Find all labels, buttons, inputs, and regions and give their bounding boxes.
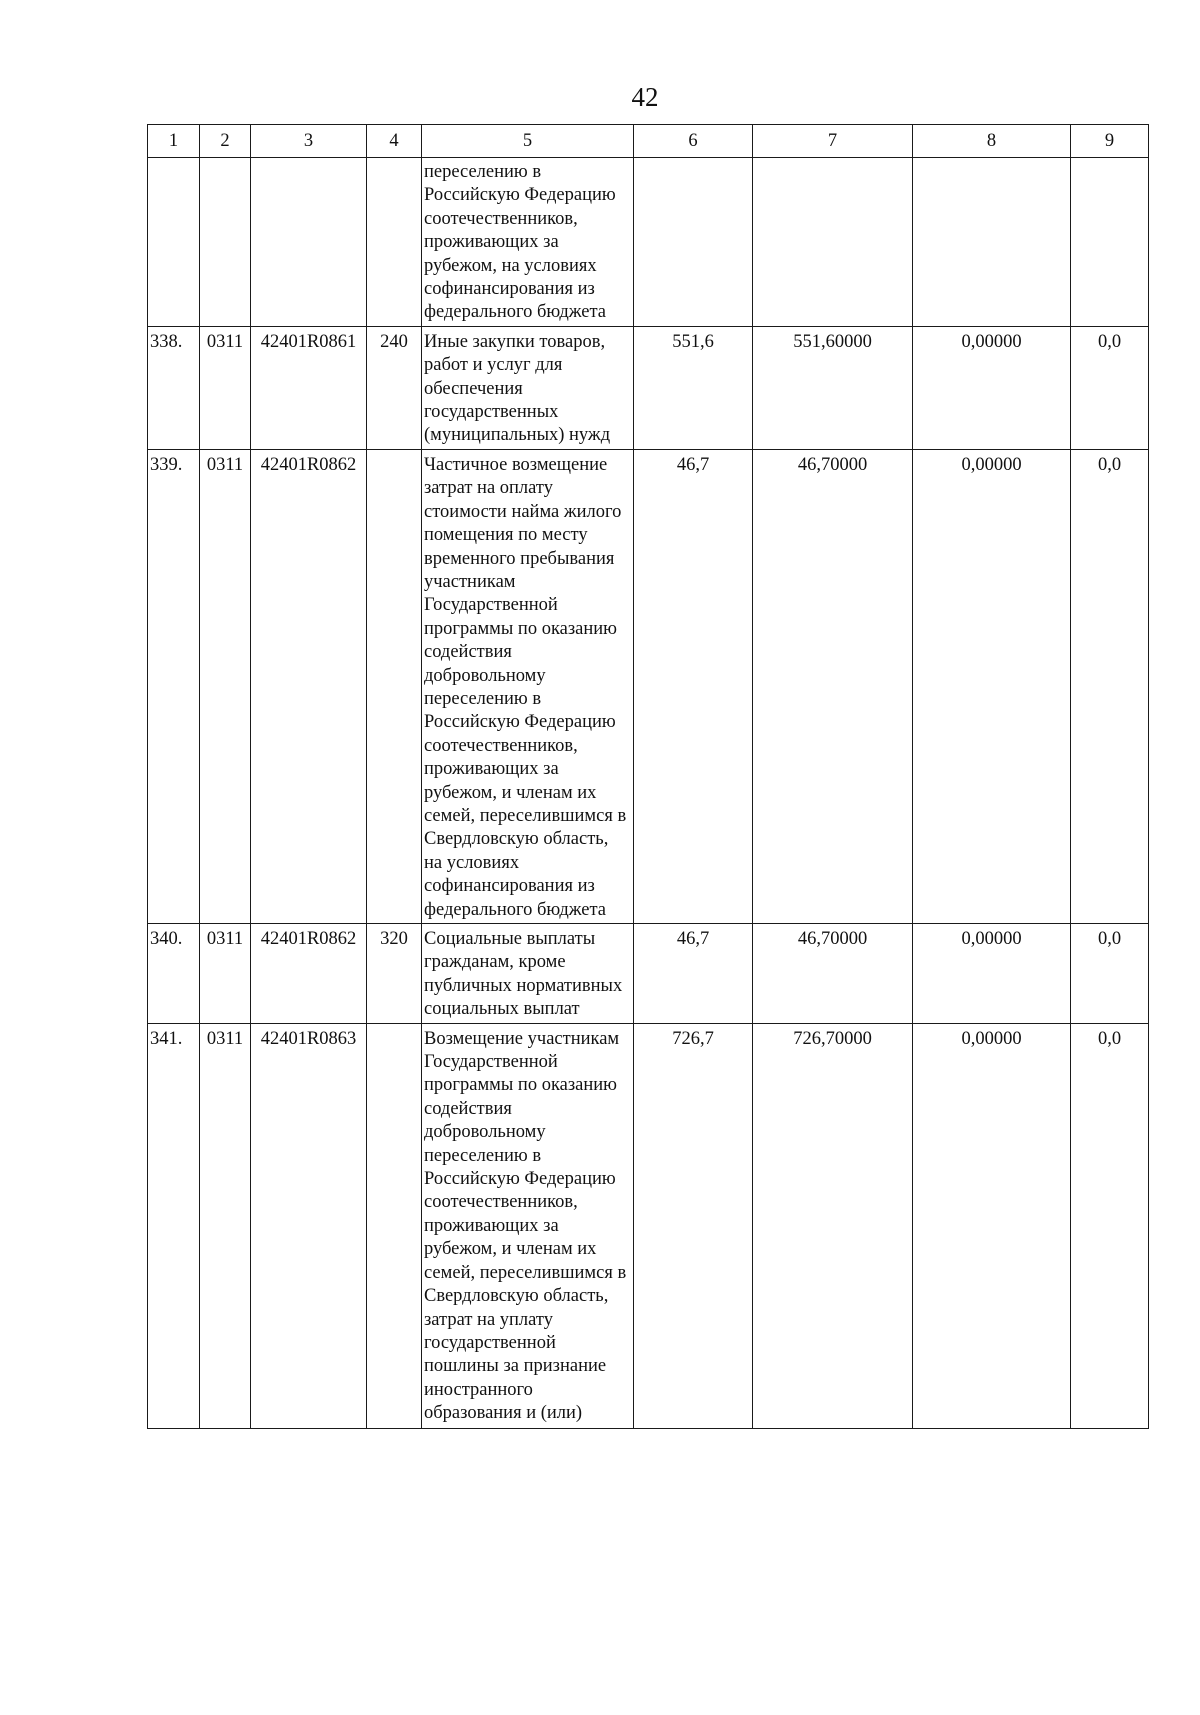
amount-col9	[1071, 158, 1149, 327]
column-header: 9	[1071, 125, 1149, 158]
column-header: 6	[634, 125, 753, 158]
amount-col9: 0,0	[1071, 924, 1149, 1024]
amount-col8: 0,00000	[913, 449, 1071, 923]
amount-col9: 0,0	[1071, 326, 1149, 449]
amount-col7	[753, 158, 913, 327]
table-row	[148, 1023, 1149, 1428]
row-description: Иные закупки товаров, работ и услуг для обеспечения государственных (муниципальных) нужд	[422, 326, 634, 449]
row-description: Частичное возмещение затрат на оплату стоимости найма жилого помещения по месту временного пребывания участникам Государственной программы по оказанию содействия добровольному переселению в Российскую Федерацию соотечественников, проживающих за рубежом, и членам их семей, переселившимся в Свердловскую область, на условиях софинансирования из федерального бюджета	[422, 449, 634, 923]
amount-col7: 46,70000	[753, 449, 913, 923]
amount-col8	[913, 158, 1071, 327]
table-row	[148, 326, 1149, 449]
table-row	[148, 924, 1149, 1024]
amount-col6: 551,6	[634, 326, 753, 449]
column-header: 2	[200, 125, 251, 158]
column-header: 5	[422, 125, 634, 158]
expense-type-code: 320	[367, 924, 422, 1024]
column-header: 7	[753, 125, 913, 158]
budget-table	[147, 124, 1149, 1429]
amount-col6	[634, 158, 753, 327]
amount-col8: 0,00000	[913, 924, 1071, 1024]
target-article-code	[251, 158, 367, 327]
row-number	[148, 158, 200, 327]
target-article-code: 42401R0861	[251, 326, 367, 449]
amount-col8: 0,00000	[913, 326, 1071, 449]
section-code: 0311	[200, 449, 251, 923]
row-description: Возмещение участникам Государственной программы по оказанию содействия добровольному переселению в Российскую Федерацию соотечественников, проживающих за рубежом, и членам их семей, переселившимся в Свердловскую область, затрат на уплату государственной пошлины за признание иностранного образования и (или)	[422, 1023, 634, 1428]
amount-col9: 0,0	[1071, 1023, 1149, 1428]
target-article-code: 42401R0862	[251, 924, 367, 1024]
row-number: 338.	[148, 326, 200, 449]
target-article-code: 42401R0862	[251, 449, 367, 923]
table-row	[148, 449, 1149, 923]
amount-col6: 46,7	[634, 449, 753, 923]
target-article-code: 42401R0863	[251, 1023, 367, 1428]
table-row	[148, 158, 1149, 327]
section-code: 0311	[200, 1023, 251, 1428]
row-number: 340.	[148, 924, 200, 1024]
column-header: 1	[148, 125, 200, 158]
expense-type-code: 240	[367, 326, 422, 449]
column-header: 4	[367, 125, 422, 158]
expense-type-code	[367, 449, 422, 923]
section-code	[200, 158, 251, 327]
page-number: 42	[631, 82, 659, 112]
section-code: 0311	[200, 924, 251, 1024]
amount-col7: 46,70000	[753, 924, 913, 1024]
amount-col7: 726,70000	[753, 1023, 913, 1428]
amount-col6: 726,7	[634, 1023, 753, 1428]
amount-col8: 0,00000	[913, 1023, 1071, 1428]
amount-col7: 551,60000	[753, 326, 913, 449]
header-row	[148, 125, 1149, 158]
amount-col6: 46,7	[634, 924, 753, 1024]
expense-type-code	[367, 1023, 422, 1428]
row-description: Социальные выплаты гражданам, кроме публичных нормативных социальных выплат	[422, 924, 634, 1024]
row-description: переселению в Российскую Федерацию соотечественников, проживающих за рубежом, на условиях софинансирования из федерального бюджета	[422, 158, 634, 327]
section-code: 0311	[200, 326, 251, 449]
column-header: 3	[251, 125, 367, 158]
amount-col9: 0,0	[1071, 449, 1149, 923]
row-number: 341.	[148, 1023, 200, 1428]
row-number: 339.	[148, 449, 200, 923]
column-header: 8	[913, 125, 1071, 158]
expense-type-code	[367, 158, 422, 327]
